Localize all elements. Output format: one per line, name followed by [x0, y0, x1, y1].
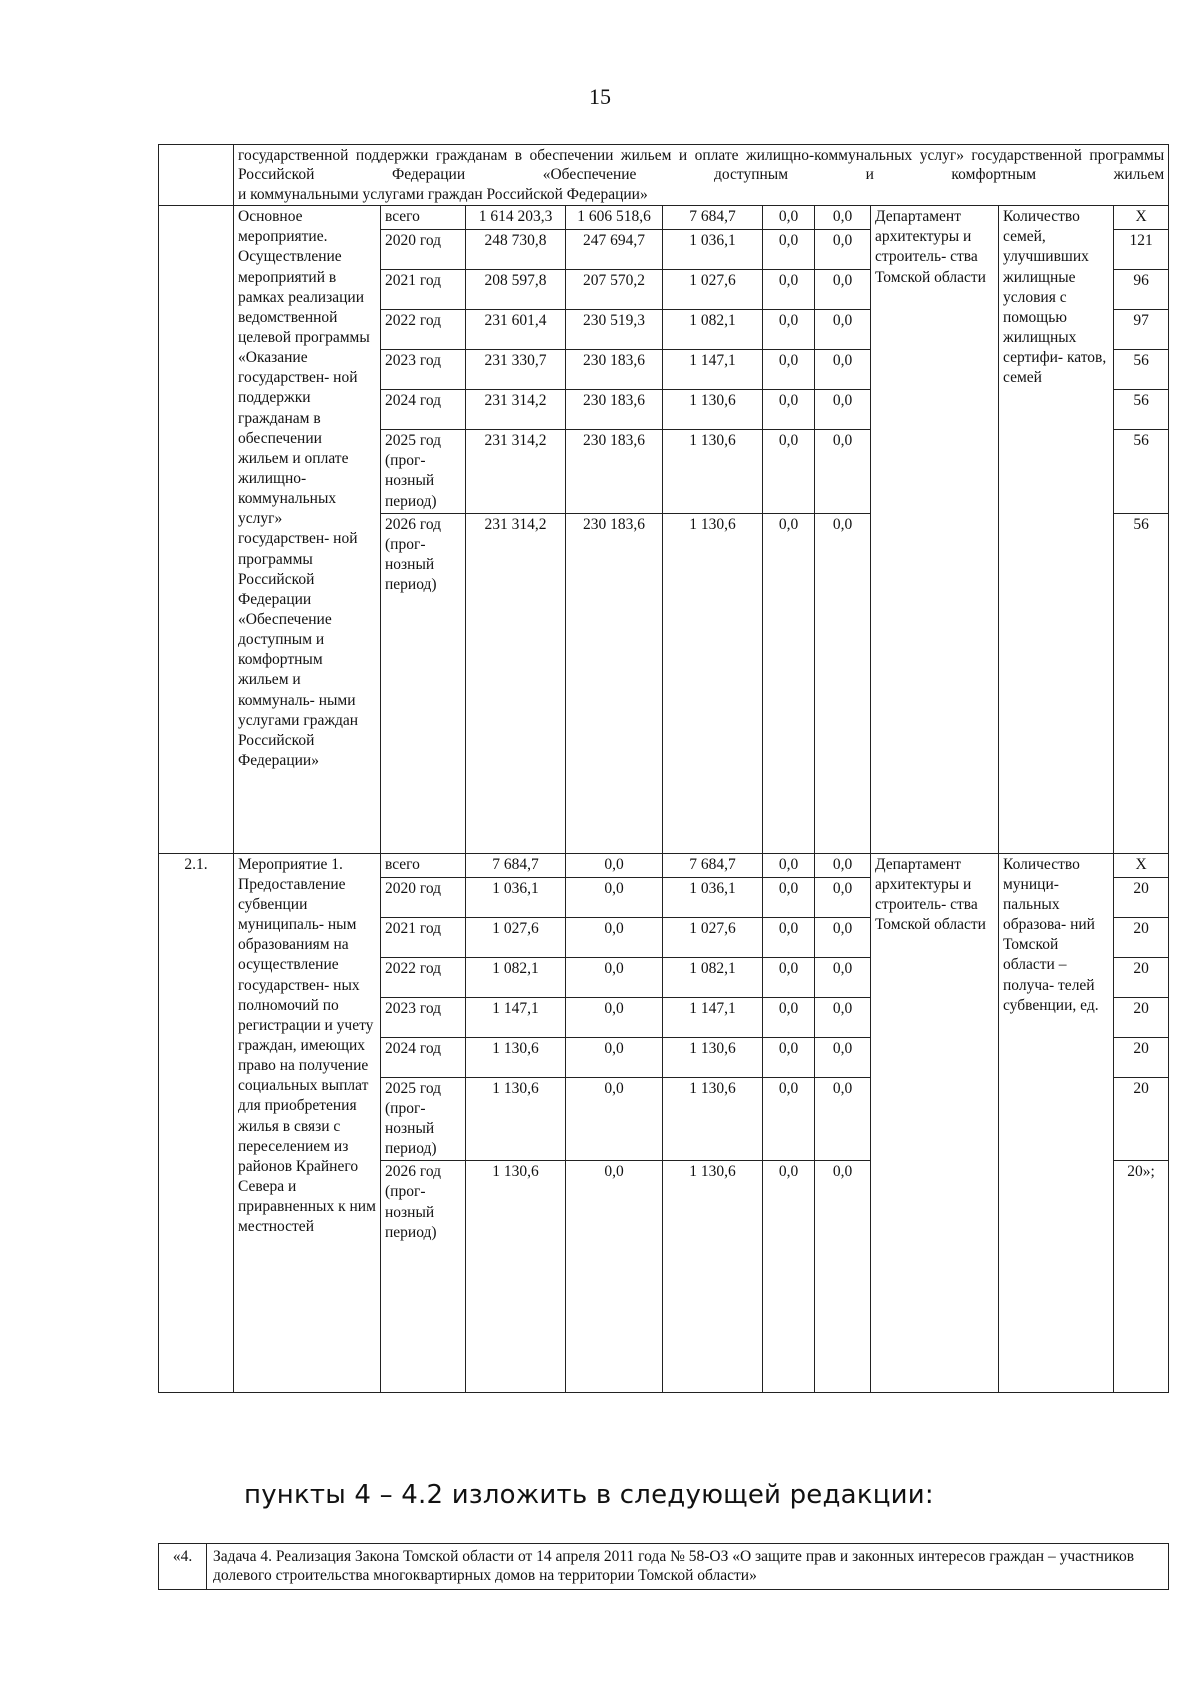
- total-cell: 231 314,2: [466, 513, 566, 853]
- period-cell: 2023 год: [381, 350, 466, 390]
- indicator-value-cell: 56: [1114, 350, 1169, 390]
- indicator-value-cell: 20: [1114, 1037, 1169, 1077]
- federal-budget-cell: 0,0: [566, 1161, 663, 1393]
- regional-budget-cell: 1 130,6: [663, 390, 763, 430]
- regional-budget-cell: 7 684,7: [663, 853, 763, 877]
- regional-budget-cell: 1 147,1: [663, 350, 763, 390]
- total-cell: 1 027,6: [466, 917, 566, 957]
- regional-budget-cell: 1 082,1: [663, 957, 763, 997]
- federal-budget-cell: 230 183,6: [566, 513, 663, 853]
- indicator-value-cell: 20: [1114, 957, 1169, 997]
- indicator-value-cell: 20: [1114, 877, 1169, 917]
- federal-budget-cell: 0,0: [566, 917, 663, 957]
- local-budget-cell: 0,0: [763, 957, 815, 997]
- other-sources-cell: 0,0: [815, 1037, 871, 1077]
- local-budget-cell: 0,0: [763, 917, 815, 957]
- federal-budget-cell: 230 183,6: [566, 390, 663, 430]
- page-number: 15: [589, 84, 611, 109]
- other-sources-cell: 0,0: [815, 230, 871, 270]
- table-row: [159, 853, 1169, 877]
- federal-budget-cell: 230 183,6: [566, 350, 663, 390]
- indicator-value-cell: 20: [1114, 997, 1169, 1037]
- local-budget-cell: 0,0: [763, 1077, 815, 1161]
- executor-cell: Департамент архитектуры и строитель- ства Томской области: [871, 853, 999, 1393]
- indicator-cell: Количество семей, улучшивших жилищные условия с помощью жилищных сертифи- катов, семей: [999, 206, 1114, 854]
- period-cell: 2025 год (прог- нозный период): [381, 1077, 466, 1161]
- total-cell: 231 314,2: [466, 390, 566, 430]
- activity-name: Мероприятие 1. Предоставление субвенции муниципаль- ным образованиям на осуществление государствен- ных полномочий по регистрации и учету граждан, имеющих право на получение социальных выплат для приобретения жилья в связи с переселением из районов Крайнего Севера и приравненных к ним местностей: [234, 853, 381, 1393]
- local-budget-cell: 0,0: [763, 853, 815, 877]
- federal-budget-cell: 230 183,6: [566, 430, 663, 514]
- regional-budget-cell: 1 130,6: [663, 1077, 763, 1161]
- indicator-value-cell: 121: [1114, 230, 1169, 270]
- period-cell: 2024 год: [381, 1037, 466, 1077]
- regional-budget-cell: 7 684,7: [663, 206, 763, 230]
- period-cell: 2026 год (прог- нозный период): [381, 1161, 466, 1393]
- federal-budget-cell: 230 519,3: [566, 310, 663, 350]
- period-cell: 2021 год: [381, 917, 466, 957]
- federal-budget-cell: 0,0: [566, 1077, 663, 1161]
- table-row: [159, 206, 1169, 230]
- subprogram-heading-line: и коммунальными услугами граждан Российской Федерации»: [238, 185, 648, 203]
- activity-number: [159, 206, 234, 854]
- period-cell: 2021 год: [381, 270, 466, 310]
- local-budget-cell: 0,0: [763, 390, 815, 430]
- regional-budget-cell: 1 147,1: [663, 997, 763, 1037]
- total-cell: 1 614 203,3: [466, 206, 566, 230]
- regional-budget-cell: 1 130,6: [663, 513, 763, 853]
- activity-2-1-group: [159, 853, 1169, 1393]
- task-number: «4.: [159, 1544, 207, 1590]
- period-cell: 2020 год: [381, 877, 466, 917]
- task-4-table: [158, 1543, 1169, 1590]
- activity-main-group: [159, 206, 1169, 854]
- subprogram-heading: [234, 145, 1169, 206]
- local-budget-cell: 0,0: [763, 997, 815, 1037]
- federal-budget-cell: 0,0: [566, 1037, 663, 1077]
- other-sources-cell: 0,0: [815, 1077, 871, 1161]
- regional-budget-cell: 1 027,6: [663, 917, 763, 957]
- local-budget-cell: 0,0: [763, 1037, 815, 1077]
- total-cell: 231 330,7: [466, 350, 566, 390]
- period-cell: всего: [381, 206, 466, 230]
- federal-budget-cell: 247 694,7: [566, 230, 663, 270]
- indicator-value-cell: 20»;: [1114, 1161, 1169, 1393]
- period-cell: 2026 год (прог- нозный период): [381, 513, 466, 853]
- activity-name: Основное мероприятие. Осуществление мероприятий в рамках реализации ведомственной целевой программы «Оказание государствен- ной поддержки гражданам в обеспечении жильем и оплате жилищно- коммунальных услуг» государствен- ной программы Российской Федерации «Обеспечение доступным и комфортным жильем и коммуналь- ными услугами граждан Российской Федерации»: [234, 206, 381, 854]
- federal-budget-cell: 0,0: [566, 853, 663, 877]
- other-sources-cell: 0,0: [815, 513, 871, 853]
- subprogram-heading-line: государственной поддержки гражданам в обеспечении жильем и оплате жилищно-коммунальных услуг»: [238, 147, 964, 164]
- activity-number: 2.1.: [159, 853, 234, 1393]
- other-sources-cell: 0,0: [815, 350, 871, 390]
- local-budget-cell: 0,0: [763, 513, 815, 853]
- period-cell: 2024 год: [381, 390, 466, 430]
- total-cell: 231 314,2: [466, 430, 566, 514]
- total-cell: 1 130,6: [466, 1077, 566, 1161]
- local-budget-cell: 0,0: [763, 310, 815, 350]
- federal-budget-cell: 207 570,2: [566, 270, 663, 310]
- other-sources-cell: 0,0: [815, 853, 871, 877]
- indicator-value-cell: Х: [1114, 206, 1169, 230]
- subprogram-heading-line: государственной программы Российской Федерации «Обеспечение доступным и комфортным жильем: [238, 147, 1165, 184]
- amendment-paragraph: пункты 4 – 4.2 изложить в следующей редакции:: [244, 1480, 934, 1510]
- regional-budget-cell: 1 027,6: [663, 270, 763, 310]
- period-cell: 2020 год: [381, 230, 466, 270]
- federal-budget-cell: 0,0: [566, 997, 663, 1037]
- total-cell: 1 147,1: [466, 997, 566, 1037]
- local-budget-cell: 0,0: [763, 206, 815, 230]
- local-budget-cell: 0,0: [763, 877, 815, 917]
- indicator-value-cell: 96: [1114, 270, 1169, 310]
- local-budget-cell: 0,0: [763, 1161, 815, 1393]
- other-sources-cell: 0,0: [815, 917, 871, 957]
- table-cell: [159, 145, 234, 206]
- regional-budget-cell: 1 130,6: [663, 1161, 763, 1393]
- local-budget-cell: 0,0: [763, 350, 815, 390]
- other-sources-cell: 0,0: [815, 430, 871, 514]
- total-cell: 1 082,1: [466, 957, 566, 997]
- federal-budget-cell: 0,0: [566, 877, 663, 917]
- other-sources-cell: 0,0: [815, 997, 871, 1037]
- other-sources-cell: 0,0: [815, 270, 871, 310]
- indicator-value-cell: 56: [1114, 513, 1169, 853]
- table-row: [159, 1544, 1169, 1590]
- federal-budget-cell: 1 606 518,6: [566, 206, 663, 230]
- task-text: Задача 4. Реализация Закона Томской области от 14 апреля 2011 года № 58-ОЗ «О защите прав и законных интересов граждан – участников долевого строительства многоквартирных домов на территории Томской области»: [207, 1544, 1169, 1590]
- total-cell: 231 601,4: [466, 310, 566, 350]
- indicator-value-cell: Х: [1114, 853, 1169, 877]
- executor-cell: Департамент архитектуры и строитель- ства Томской области: [871, 206, 999, 854]
- period-cell: всего: [381, 853, 466, 877]
- federal-budget-cell: 0,0: [566, 957, 663, 997]
- total-cell: 1 130,6: [466, 1161, 566, 1393]
- other-sources-cell: 0,0: [815, 390, 871, 430]
- regional-budget-cell: 1 036,1: [663, 877, 763, 917]
- local-budget-cell: 0,0: [763, 430, 815, 514]
- regional-budget-cell: 1 082,1: [663, 310, 763, 350]
- total-cell: 7 684,7: [466, 853, 566, 877]
- indicator-value-cell: 56: [1114, 390, 1169, 430]
- regional-budget-cell: 1 130,6: [663, 430, 763, 514]
- period-cell: 2022 год: [381, 310, 466, 350]
- total-cell: 1 130,6: [466, 1037, 566, 1077]
- other-sources-cell: 0,0: [815, 877, 871, 917]
- program-activities-table: [158, 144, 1169, 1393]
- other-sources-cell: 0,0: [815, 1161, 871, 1393]
- indicator-cell: Количество муници- пальных образова- ний Томской области – получа- телей субвенции, ед.: [999, 853, 1114, 1393]
- local-budget-cell: 0,0: [763, 270, 815, 310]
- total-cell: 1 036,1: [466, 877, 566, 917]
- total-cell: 248 730,8: [466, 230, 566, 270]
- other-sources-cell: 0,0: [815, 206, 871, 230]
- regional-budget-cell: 1 130,6: [663, 1037, 763, 1077]
- other-sources-cell: 0,0: [815, 957, 871, 997]
- table-header-row: [159, 145, 1169, 206]
- period-cell: 2023 год: [381, 997, 466, 1037]
- indicator-value-cell: 56: [1114, 430, 1169, 514]
- regional-budget-cell: 1 036,1: [663, 230, 763, 270]
- period-cell: 2022 год: [381, 957, 466, 997]
- other-sources-cell: 0,0: [815, 310, 871, 350]
- indicator-value-cell: 97: [1114, 310, 1169, 350]
- indicator-value-cell: 20: [1114, 917, 1169, 957]
- local-budget-cell: 0,0: [763, 230, 815, 270]
- period-cell: 2025 год (прог- нозный период): [381, 430, 466, 514]
- total-cell: 208 597,8: [466, 270, 566, 310]
- indicator-value-cell: 20: [1114, 1077, 1169, 1161]
